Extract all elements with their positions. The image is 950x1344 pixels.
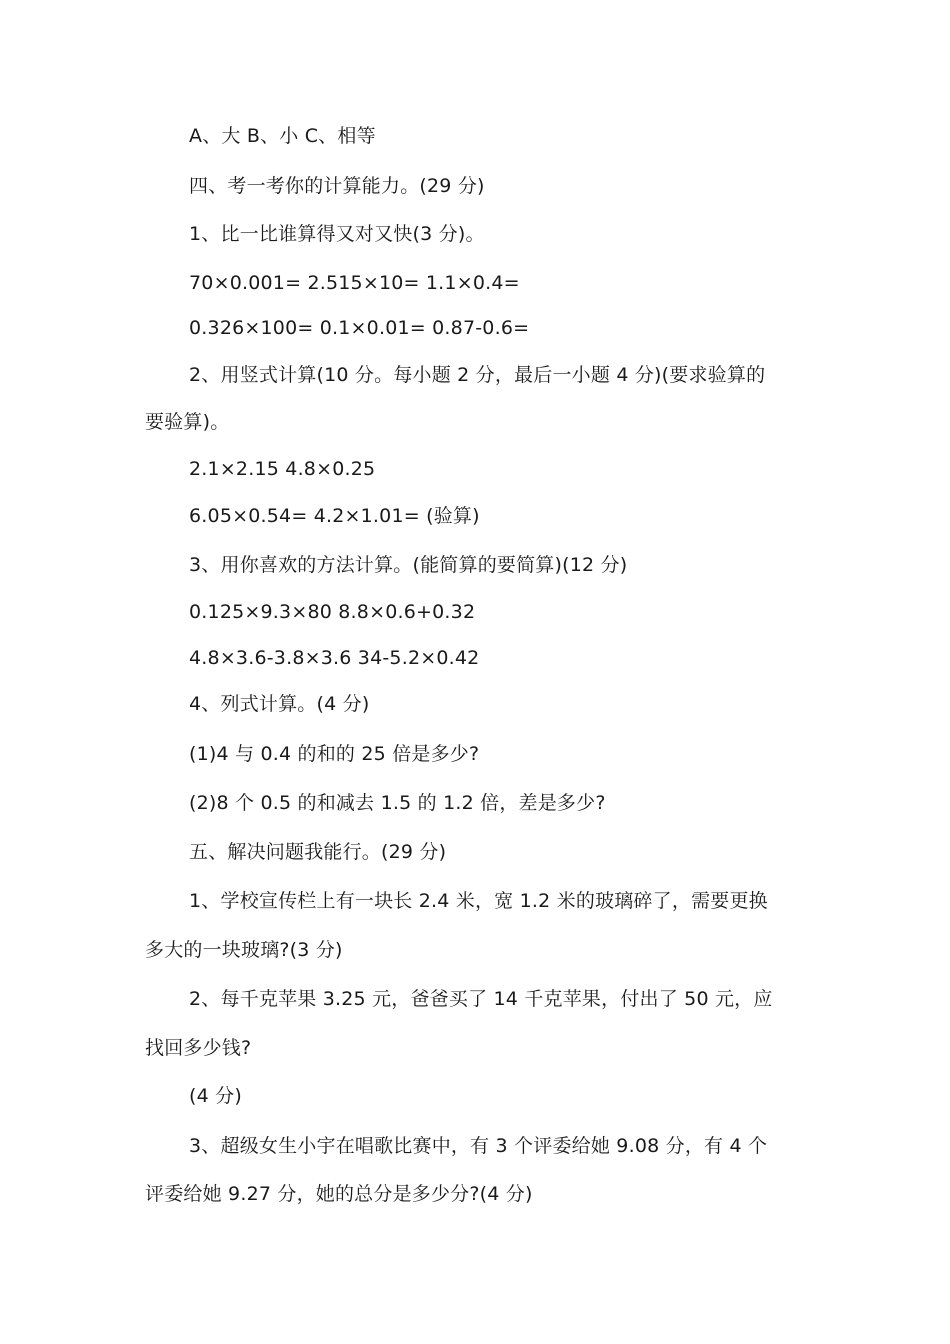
choice-options: A、大 B、小 C、相等 bbox=[189, 125, 376, 147]
question-3-row-1: 0.125×9.3×80 8.8×0.6+0.32 bbox=[189, 601, 476, 623]
problem-3-continued: 评委给她 9.27 分，她的总分是多少分?(4 分) bbox=[145, 1183, 533, 1205]
question-4-part-1: (1)4 与 0.4 的和的 25 倍是多少? bbox=[189, 743, 480, 765]
question-2-row-1: 2.1×2.15 4.8×0.25 bbox=[189, 458, 376, 480]
problem-2-score: (4 分) bbox=[189, 1085, 242, 1107]
question-3-title: 3、用你喜欢的方法计算。(能简算的要简算)(12 分) bbox=[189, 554, 628, 576]
problem-2: 2、每千克苹果 3.25 元，爸爸买了 14 千克苹果，付出了 50 元，应 bbox=[189, 988, 773, 1010]
question-1-row-1: 70×0.001= 2.515×10= 1.1×0.4= bbox=[189, 272, 520, 294]
section-five-heading: 五、解决问题我能行。(29 分) bbox=[189, 841, 447, 863]
problem-2-continued: 找回多少钱? bbox=[145, 1037, 252, 1059]
problem-1-continued: 多大的一块玻璃?(3 分) bbox=[145, 939, 343, 961]
question-2-row-2: 6.05×0.54= 4.2×1.01= (验算) bbox=[189, 505, 480, 527]
question-4-title: 4、列式计算。(4 分) bbox=[189, 693, 370, 715]
question-2-title: 2、用竖式计算(10 分。每小题 2 分，最后一小题 4 分)(要求验算的 bbox=[189, 364, 766, 386]
question-3-row-2: 4.8×3.6-3.8×3.6 34-5.2×0.42 bbox=[189, 647, 480, 669]
problem-3: 3、超级女生小宇在唱歌比赛中，有 3 个评委给她 9.08 分，有 4 个 bbox=[189, 1135, 768, 1157]
question-4-part-2: (2)8 个 0.5 的和减去 1.5 的 1.2 倍，差是多少? bbox=[189, 792, 606, 814]
question-1-title: 1、比一比谁算得又对又快(3 分)。 bbox=[189, 223, 485, 245]
section-four-heading: 四、考一考你的计算能力。(29 分) bbox=[189, 175, 485, 197]
question-1-row-2: 0.326×100= 0.1×0.01= 0.87-0.6= bbox=[189, 317, 530, 339]
question-2-title-continued: 要验算)。 bbox=[145, 411, 230, 433]
problem-1: 1、学校宣传栏上有一块长 2.4 米，宽 1.2 米的玻璃碎了，需要更换 bbox=[189, 890, 768, 912]
